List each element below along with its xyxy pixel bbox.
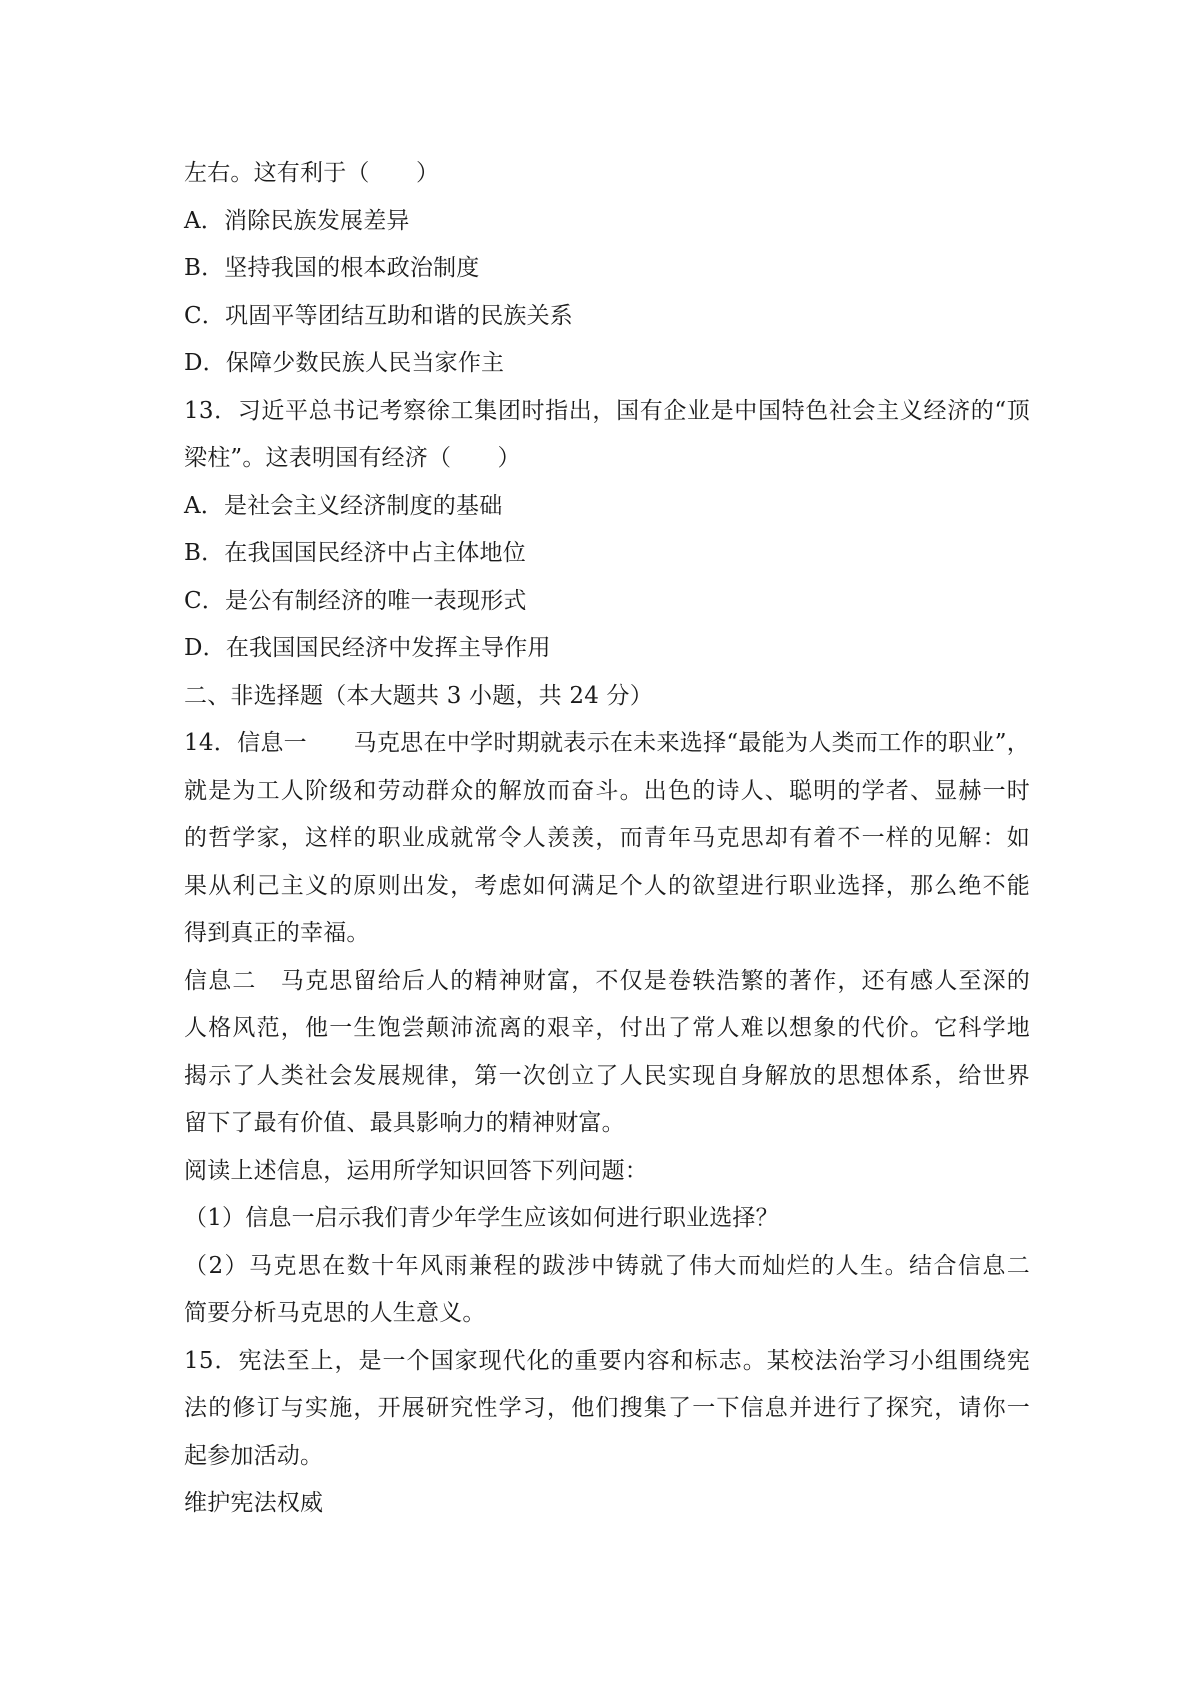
q14-info2-line-2: 人格风范，他一生饱尝颠沛流离的艰辛，付出了常人难以想象的代价。它科学地 [184,1015,1030,1041]
q13-option-b: B．在我国国民经济中占主体地位 [184,540,526,566]
q12-option-c: C．巩固平等团结互助和谐的民族关系 [184,302,573,329]
section-2-heading: 二、非选择题（本大题共 3 小题，共 24 分） [184,682,653,709]
q13-stem-line-2: 梁柱”。这表明国有经济（ ） [184,445,521,471]
q13-option-a: A．是社会主义经济制度的基础 [184,492,503,519]
q14-instruction: 阅读上述信息，运用所学知识回答下列问题： [184,1157,648,1184]
q14-sub-question-1: （1）信息一启示我们青少年学生应该如何进行职业选择？ [184,1205,779,1231]
q14-info2-line-3: 揭示了人类社会发展规律，第一次创立了人民实现自身解放的思想体系，给世界 [184,1062,1030,1089]
q14-info2-line-4: 留下了最有价值、最具影响力的精神财富。 [184,1110,625,1136]
q14-info1-line-2: 就是为工人阶级和劳动群众的解放而奋斗。出色的诗人、聪明的学者、显赫一时 [184,777,1030,804]
q15-stem-line-3: 起参加活动。 [184,1442,324,1469]
q13-stem-line-1: 13．习近平总书记考察徐工集团时指出，国有企业是中国特色社会主义经济的“顶 [184,397,1030,424]
q14-sub-question-2-line-1: （2）马克思在数十年风雨兼程的跋涉中铸就了伟大而灿烂的人生。结合信息二 [184,1252,1030,1279]
q12-stem-tail: 左右。这有利于（ ） [184,160,440,186]
q12-option-d: D．保障少数民族人民当家作主 [184,350,505,376]
q13-option-d: D．在我国国民经济中发挥主导作用 [184,635,551,661]
q15-stem-line-1: 15．宪法至上，是一个国家现代化的重要内容和标志。某校法治学习小组围绕宪 [184,1347,1030,1374]
q14-info1-line-4: 果从利己主义的原则出发，考虑如何满足个人的欲望进行职业选择，那么绝不能 [184,872,1030,899]
exam-page [184,150,1030,1528]
q14-info2-line-1: 信息二 马克思留给后人的精神财富，不仅是卷轶浩繁的著作，还有感人至深的 [184,967,1030,994]
q14-info1-line-3: 的哲学家，这样的职业成就常令人羡羡，而青年马克思却有着不一样的见解：如 [184,825,1030,851]
q15-subheading: 维护宪法权威 [184,1490,324,1516]
q12-option-b: B．坚持我国的根本政治制度 [184,255,480,281]
q12-option-a: A．消除民族发展差异 [184,207,410,234]
q13-option-c: C．是公有制经济的唯一表现形式 [184,587,527,614]
q14-info1-line-5: 得到真正的幸福。 [184,920,370,946]
q15-stem-line-2: 法的修订与实施，开展研究性学习，他们搜集了一下信息并进行了探究，请你一 [184,1395,1030,1421]
q14-info1-line-1: 14．信息一 马克思在中学时期就表示在未来选择“最能为人类而工作的职业”， [184,730,1030,756]
q14-sub-question-2-line-2: 简要分析马克思的人生意义。 [184,1300,486,1326]
